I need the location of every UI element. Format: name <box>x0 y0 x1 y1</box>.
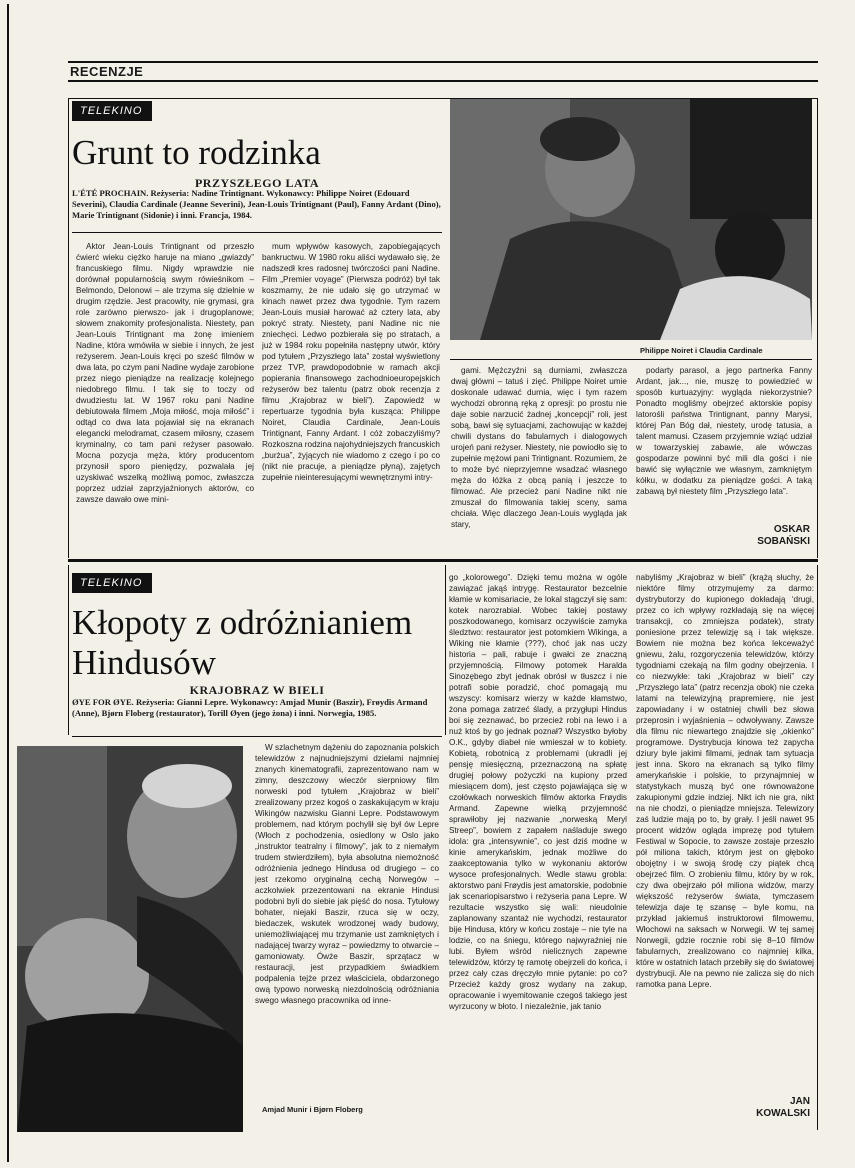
review1-left-rule <box>68 98 69 558</box>
left-margin-rule <box>7 4 9 1162</box>
review2-credits: ØYE FOR ØYE. Reżyseria: Gianni Lepre. Wykonawcy: Amjad Munir (Baszir), Frøydis Armand (Anne), Bjørn Floberg (restaurator), Torill Øyen (jego żona) i inni. Norwegia, 1985. <box>72 697 428 718</box>
review1-photo <box>450 99 812 340</box>
review2-col-sep <box>445 565 446 735</box>
review1-column-3: gami. Mężczyźni są durniami, zwłaszcza dwaj główni – tatuś i zięć. Philippe Noiret umie doskonale udawać durnia, więc i tym razem wychodzi obronną ręką z opresji: po prostu nie daje sobie narzucić żadnej „koncepcji” roli, jest sobą, bawi się sytuacjami, zachowując w każdej chwili dystans do fabularnych i dialogowych urojeń pani reżyser. Niestety, nie powiodło się to zupełnie mężowi pani Trintignant. Rozumiem, że to może być nieprzyjemne wsadzać własnego męża do łóżka z obcą panią i jeszcze to filmować. Ale przecież pani Nadine nikt nie zmuszał do filmowania takiej sceny, sama chciała. Więc dlaczego Jean-Louis wygląda jak stary, <box>451 366 627 529</box>
review2-column-3: nabyliśmy „Krajobraz w bieli” (krążą słuchy, że niektóre filmy otrzymujemy za darmo: dystrybutorzy do kupionego dokładają ‘drugi, przez co ich wpływy rozkładają się na więcej transakcji, co zmniejsza podatek), straty poniesione przez telewizję są i tak większe. Bowiem nie można bez końca lekceważyć gniewu, żalu, rozgoryczenia telewidzów, którzy tygodniami czekają na film godny obejrzenia. I co niezwykłe: taki „Krajobraz w bieli” czy „Przyszłego lata” (patrz recenzja obok) nie czeka latami na telewizyjną prapremierę, nie jest zapowiadany i w ostatniej chwili bez słowa przeprosin i wyjaśnienia – odwoływany. Zawsze dla filmu nic niewartego znajdzie się „okienko” programowe. Dystrybucja kinowa też zapycha dziury byle jakimi filmami, jednak tam sytuacja jest inna. Skoro na ekranach są tylko filmy amerykańskie i polskie, to przynajmniej w statystykach muszą być one równoważone zakupionymi gdzie indziej. Nikt ich nie gra, nikt na nie chodzi, o pieniądze mniejsza. Telewizory zaś ludzie mają po to, by grały. I jeśli nawet 95 procent widzów ogląda imprezę pod tytułem Festiwal w Sopocie, to zawsze zostaje przeszło pół miliona takich, którym jest on głęboko obojętny i w swoją środę czy piątek chcą obejrzeć film. O zrobieniu filmu, który by w rok, czy dwa obejrzało pół miliona widzów, marzy większość reżyserów świata, tymczasem telewizja daje tę szansę – byle komu, na przykład jakiemuś instruktorowi filmowemu, Włochowi na saksach w Norwegii. W tej samej Norwegii, gdzie rocznie robi się 8–10 filmów fabularnych, zrealizowano co najmniej kilka, które w ostatnich latach przebiły się do światowej dystrybucji. Ale na pewno nie zalicza się do nich ramotka pana Lepre. <box>636 573 814 989</box>
review2-credits-rule <box>72 736 442 737</box>
review2-photo <box>17 746 243 1132</box>
review1-credits-rule <box>72 232 442 233</box>
review2-photo-caption: Amjad Munir i Bjørn Floberg <box>262 1105 363 1114</box>
review2-right-rule <box>817 565 818 1130</box>
review1-photo-caption: Philippe Noiret i Claudia Cardinale <box>640 346 763 355</box>
review2-left-rule <box>68 565 69 735</box>
review2-column-2: go „kolorowego”. Dzięki temu można w ogóle zawiązać jakąś intrygę. Restaurator bezcelnie kłamie w komisariacie, że lokal stągczył się sam: kotek narozrabiał. Wobec takiej postawy poszkodowanego, komisarz oczywiście zamyka śledztwo: restaurator jest potomkiem Wikinga, a Wiking nie kłamie (???), choć jak nas uczy historia – pali, rabuje i gwałci ze znaczną przyjemnością. Filmowy potomek Haralda Sinozębego zbyt jednak obrósł w tłuszcz i nie potrafi sobie poradzić, choć pomagają mu wszyscy: komisarz wierzy w każde kłamstwo, żona pomaga zatrzeć ślady, a przygłupi Hindus boi się zeznawać, bo przecież robi na lewo i a nuż ktoś by go jednak poznał? Wszystko byłoby O.K., gdyby diabeł nie wmieszał w to kobiety. Kobietą, robotnicą z problemami (ukradli jej pensję miesięczną, przeznaczoną na spłatę drugiej połowy pożyczki na kupiony przed miesiącem dom), jest często pojawiająca się w czołówkach norweskich filmów aktorka Frøydis Armand. Zapewne wielką przyjemność sprawiłoby jej nazwanie „norweską Meryl Streep”, bowiem z zapałem naśladuje swego idola: gra „intensywnie”, co jest dziś modne w kinie amerykańskim, jednak możliwe do zaakceptowania tylko w wykonaniu aktorów wysoce profesjonalnych. Wedle stawu grobla: aktorstwo pani Frøydis jest amatorskie, podobnie jak scenariopisarstwo i reżyseria pana Lepre. W rezultacie wszystko się wali: nieudolnie zaplanowany szantaż nie wychodzi, restaurator bije Hindusa, który w końcu zostaje – nie tyle na lodzie, co na śniegu, którego najwyraźniej nie lubi. Byłem wśród nielicznych zapewne telewidzów, którzy tę ramotę obejrzeli do końca, i przez cały czas dręczyło mnie pytanie: po co? Przecież każdy grosz wydany na zakup, opracowanie i wyemitowanie czegoś takiego jest wyrzucony w błoto. I niezależnie, jak tanio <box>449 573 627 1011</box>
review1-column-4: podarty parasol, a jego partnerka Fanny Ardant, jak..., nie, muszę to powiedzieć w sposób kurtuazyjny: wygląda niekorzystnie? Ponadto mogliśmy obejrzeć aktorskie popisy latorośli państwa Trintignant, panny Marysi, której Pan Bóg dał, niestety, urodę tatusia, a talent mamusi. Czasem przyjemnie wziąć udział w towarzyskiej zabawie, ale wówczas gospodarze powinni być mili dla gości i nie bawić się wyłącznie we własnym, zamkniętym kółku, w dodatku za pieniądze gości. A taką zabawą był niestety film „Przyszłego lata”. <box>636 366 812 496</box>
header-rule-bottom <box>68 80 818 82</box>
review2-signature: JAN KOWALSKI <box>756 1096 810 1119</box>
review1-column-1: Aktor Jean-Louis Trintignant od przeszło ćwierć wieku ciężko haruje na miano „gwiazdy” francuskiego filmu. Nigdy wprawdzie nie dorównał popularnością swym rówieśnikom – Belmondo, Delonowi – ale trzyma się dzielnie w drugim rzędzie. Jest pracowity, nie grymasi, gra role zarówno pierwszo- jak i drugoplanowe; słowem znakomity profesjonalista. Niestety, pan Jean-Louis Trintignant ma żonę imieniem Nadine, która wmówiła w siebie i innych, że jest reżyserem. Jean-Louis kręci po sześć filmów w dwa lata, po czym pani Nadine wydaje zarobione przez niego pieniądze na realizację kolejnego niedobrego filmu. I tak się to toczy od dwudziestu lat. W 1967 roku pani Nadine debiutowała filmem „Moja miłość, moja miłość” i odtąd co dwa lata pojawiał się na ekranach elegancki melodramat, czasem miłosny, czasem kryminalny, co tam pani reżyser pasowało. Mocna pozycja męża, który producentom przynosił sporo pieniędzy, pozwalała jej uzyskiwać wszelką możliwą pomoc, zwłaszcza poprzez udział zaprzyjaźnionych aktorów, co zawsze dawało owe mini- <box>76 242 254 504</box>
review1-headline: Grunt to rodzinka <box>72 133 321 172</box>
section-label: RECENZJE <box>70 64 144 79</box>
header-rule-top <box>68 61 818 63</box>
review2-column-1: W szlachetnym dążeniu do zapoznania polskich telewidzów z najnudniejszymi dziełami najmniej znanych kinematografii, zaprezentowano nam w zimny, deszczowy wieczór sierpniowy film norweski pod tytułem „Krajobraz w bieli” zrealizowany przez kogoś o zaskakującym w kraju Wikingów nazwisku Gianni Lepre. Podstawowym problemem, nad którym pochylił się był ów Lepre (Włoch z pochodzenia, osiedlony w Oslo jako „instruktor teatralny i filmowy”, jak to z niemałym trudem stwierdziłem), była absolutna niemożność odróżnienia jednego Hindusa od drugiego – co jest rzekomo oryginalną cechą Norwegów – aczkolwiek przezentowani na ekranie Hindusi podobni byli do siebie jak pięść do nosa. Tytułowy bohater, niejaki Baszir, rzuca się w oczy, biedaczek, wskutek wrodzonej wady budowy, uniemożliwiającej mu trzymanie ust zamkniętych i nadającej twarzy wyraz – powiedzmy to otwarcie – gamoniowaty. Ówże Baszir, sprzątacz w restauracji, jest przypadkiem świadkiem podpalenia tejże przez właściciela, obdarzonego ową typowo norweską niezdolnością odróżniania swego własnego pracownika od inne- <box>255 743 439 1005</box>
review1-subhead: PRZYSZŁEGO LATA <box>194 176 320 190</box>
review2-tag: TELEKINO <box>72 573 152 593</box>
review1-right-rule <box>817 98 818 558</box>
review1-column-2: mum wpływów kasowych, zapobiegających bankructwu. W 1980 roku aliści wydawało się, że nadszedł kres radosnej twórczości pani Nadine. Film „Premier voyage” (Pierwsza podróż) był tak koszmarny, że nie udało się go utrzymać w kinach nawet przez dwa tygodnie. Tym razem Jean-Louis musiał harować aż cztery lata, aby pokryć straty. Niestety, pani Nadine nic nie zniechęci. Ledwo pozbierała się po stratach, a już w 1984 roku popełniła następny utwór, który pod tytułem „Przyszłego lata” został wyświetlony przez TVP, prawdopodobnie w ramach akcji popierania finansowego zachodnioeuropejskich reżyserów bez talentu (patrz obok recenzja z filmu „Krajobraz w bieli”). Zapowiedź w repertuarze tygodnia była kusząca: Philippe Noiret, Claudia Cardinale, Jean-Louis Trintignant, Fanny Ardant. I cóż zobaczyliśmy? Rozkoszna rodzina najohydniejszych francuskich „burżua”, żyjących nie wiadomo z czego i po co (nikt nie pracuje, a pieniądze płyną), zajętych zupełnie nieinteresującymi wewnętrznymi intry- <box>262 242 440 482</box>
review1-signature: OSKAR SOBAŃSKI <box>757 524 810 547</box>
review2-subhead: KRAJOBRAZ W BIELI <box>189 683 325 697</box>
review2-headline: Kłopoty z odróżnianiem Hindusów <box>72 603 413 682</box>
review-divider <box>68 559 818 562</box>
review1-credits: L'ÉTÉ PROCHAIN. Reżyseria: Nadine Trintignant. Wykonawcy: Philippe Noiret (Edouard Severini), Claudia Cardinale (Jeanne Severini), Jean-Louis Trintignant (Paul), Fanny Ardant (Dino), Marie Trintignant (Sidonie) i inni. Francja, 1984. <box>72 188 441 220</box>
review1-photo-rule <box>450 359 812 360</box>
review1-tag: TELEKINO <box>72 101 152 121</box>
